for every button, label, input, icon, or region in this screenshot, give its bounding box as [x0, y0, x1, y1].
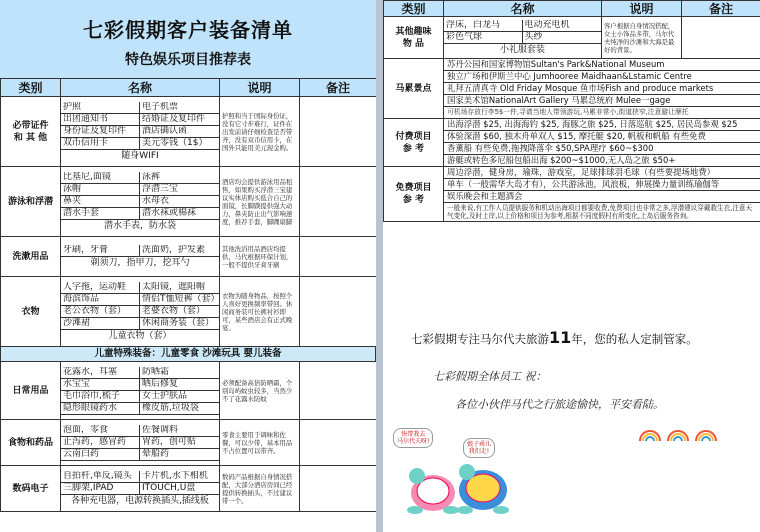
item-line: 单车（一般需华大岛才有），公共游泳池，风浪板，伸展操力量训练瑜伽等: [444, 179, 760, 191]
item-line: 苏丹公园和国家博物馆Sultan's Park&National Museum: [444, 59, 760, 71]
item-name-wide: 小礼服套装: [499, 44, 545, 55]
table-row: [1, 362, 377, 420]
item-name: 出团通知书: [61, 114, 140, 126]
col-note: 说明: [602, 1, 682, 17]
items-cell: [444, 119, 760, 167]
table-row: [384, 17, 760, 59]
col-note: 说明: [220, 79, 300, 97]
category-cell: 游泳和浮潜: [1, 167, 61, 237]
category-cell: 日常用品: [1, 362, 61, 420]
table-row: [384, 59, 760, 119]
col-category: 类别: [1, 79, 61, 97]
rainbow-icon: [668, 431, 688, 441]
item-name-wide: 剃须刀，指甲刀，挖耳勺: [90, 257, 190, 268]
col-remark: 备注: [682, 1, 760, 17]
item-name: 老公衣物（套）: [61, 306, 140, 318]
table-row: [1, 466, 377, 512]
item-line: 国家美术馆NationalArt Gallery 马累总统府 Mulee一gage: [444, 95, 760, 107]
speech-bubble-left: 快带我去 马尔代夫呀!: [393, 428, 433, 448]
item-name: 浮潜三宝: [140, 184, 219, 196]
note-cell: 必须配备高倍防晒霜，个别岛屿蚊虫较多，当然少不了花露水防蚊: [220, 362, 300, 420]
table-row: [1, 167, 377, 237]
item-name: 身份证及复印件: [61, 126, 140, 138]
col-name: 名称: [61, 79, 220, 97]
item-name: 晒后修复: [140, 379, 219, 391]
note-cell: 其他洗浴用品酒店均提供，马代根据环保计划，一般不提供牙膏牙刷: [220, 237, 300, 277]
items-cell: [61, 277, 220, 347]
speech-bubble-right: 娘子乖儿 我们走!: [463, 438, 495, 458]
item-name: 电动充电机: [523, 20, 602, 32]
item-name: 水宝宝: [61, 379, 140, 391]
tip-line: 可机场存放行李5$一件,寻请当地人带领游玩,马累非常小,街道狭窄,注意避让摩托: [447, 108, 689, 116]
remark-cell: [300, 277, 377, 347]
item-line: 周边浮潜，健身房，瑜珠，游戏室，足球排球羽毛球（有些要提场地费）: [444, 167, 760, 179]
remark-cell: [300, 167, 377, 237]
left-page: [0, 0, 376, 532]
category-cell: 马累景点: [384, 59, 444, 119]
page-title: 七彩假期客户装备清单: [83, 18, 293, 42]
left-table: [0, 78, 376, 347]
item-line: 独立广场和伊斯兰中心 Jumhooree Maidhaan&Lstamic Centre: [444, 71, 760, 83]
item-name-wide: 潜水手表，防水袋: [103, 220, 176, 231]
item-name: 人字拖，运动鞋: [61, 282, 140, 294]
items-cell: [444, 17, 602, 59]
item-name: 洗面奶，护发素: [140, 245, 219, 257]
col-name: 名称: [444, 1, 602, 17]
item-line: 出海浮潜 $25, 出海海钓 $25, 海豚之旅 $25, 日落巡航 $25, 居民岛参观 $25: [444, 119, 760, 131]
items-cell: [61, 466, 220, 512]
category-cell: 其他趣味 物 品: [384, 17, 444, 59]
page-divider: [376, 0, 383, 532]
item-name: 泡面，零食: [61, 425, 140, 437]
note-cell: 衣物为随身物品，按照个人喜好更换频率带回。休闲商务装可长裤衬衫即可，某些酒店会有正式晚宴。: [220, 277, 300, 347]
items-cell: [61, 362, 220, 420]
kids-banner: 儿童特殊装备：儿童零食 沙滩玩具 婴儿装备: [0, 347, 376, 362]
wish-text: 各位小伙伴马代之行旅途愉快，平安看陆。: [455, 398, 664, 411]
table-row: [384, 119, 760, 167]
item-name: 头纱: [523, 32, 602, 44]
item-name: 彩色气球: [444, 32, 523, 44]
note-cell: 数码产品根据自身情况搭配，大部分酒店房间已经提供转换插头，不过建议带一个。: [220, 466, 300, 512]
item-line: 游艇或转色多尼船包船出海 $200~$1000,无人岛之旅 $50+: [447, 155, 676, 165]
item-name-wide: 儿童衣物（套）: [108, 330, 172, 341]
item-name: 女士护肤品: [140, 391, 219, 403]
right-page: [383, 0, 760, 532]
item-name: 美元零钱（1$）: [140, 138, 219, 150]
item-name: 泳帽: [61, 184, 140, 196]
page-subtitle: 特色娱乐项目推荐表: [125, 52, 251, 68]
slogan-text: 七彩假期专注马尔代夫旅游: [411, 332, 549, 346]
category-cell: 食物和药品: [1, 420, 61, 466]
col-category: 类别: [384, 1, 444, 17]
table-row: [1, 237, 377, 277]
item-name: 佐餐调料: [140, 425, 219, 437]
remark-cell: [300, 466, 377, 512]
rainbow-icon: [696, 431, 716, 441]
item-name: 休闲商务装（套）: [140, 318, 219, 330]
item-name: 橡皮筋,垃圾袋: [140, 403, 219, 415]
table-row: [1, 97, 377, 167]
category-cell: 必带证件 和 其 他: [1, 97, 61, 167]
right-table-wide: [383, 58, 760, 222]
items-cell: [444, 167, 760, 222]
item-name: 牙刷，牙膏: [61, 245, 140, 257]
item-name: 晕船药: [140, 449, 219, 461]
item-name: 结婚证及复印件: [140, 114, 219, 126]
slogan-text-end: 年，您的私人定制管家。: [571, 332, 698, 346]
right-table: [383, 0, 760, 59]
item-name-wide: 随身WIFI: [121, 150, 159, 161]
category-cell: 洗漱用品: [1, 237, 61, 277]
items-cell: [61, 97, 220, 167]
item-name: 护照: [61, 102, 140, 114]
category-cell: 衣物: [1, 277, 61, 347]
rainbow-icons: [638, 421, 718, 443]
note-text: 一般来说,有工作人员提供服务和机动出海项目都要收费,免费项目也非常之多,浮潜建议穿戴救生衣,注意天气变化,及时上岸,以上价格和项目为参考,根据不同度假村有所变化,上岛后服务咨询。: [447, 204, 753, 220]
remark-cell: [300, 420, 377, 466]
item-line: 体验深潜 $60, 独木舟单双人 $15, 摩托艇 $20, 帆板和帆船 有些免费: [444, 131, 760, 143]
table-row: [1, 277, 377, 347]
items-cell: [61, 420, 220, 466]
table-row: [384, 167, 760, 222]
item-name: 双币信用卡: [61, 138, 140, 150]
category-cell: 免费项目 参 考: [384, 167, 444, 222]
item-name: 电子机票: [140, 102, 219, 114]
item-line: 香薰船 有些免费,拖拽降落伞 $50,SPA理疗 $60~$300: [444, 143, 760, 155]
col-remark: 备注: [300, 79, 377, 97]
item-name-wide: 各种充电器，电源转换插头,插线板: [71, 495, 209, 506]
category-cell: 付费项目 参 考: [384, 119, 444, 167]
closing-panel: [383, 288, 760, 532]
items-cell: [61, 237, 220, 277]
item-line: 娱乐晚会和主题酒会: [444, 191, 760, 203]
header: [0, 0, 376, 78]
note-cell: 客户根据自身情况搭配，女士小饰品多带，马尔代夫纯净的沙滩和大海是最好的背景。: [602, 17, 682, 59]
item-name: 水母衣: [140, 196, 219, 208]
turtle-illustration: [393, 428, 523, 528]
slogan-years: 11: [549, 328, 572, 347]
item-name: 浮床，白龙马: [444, 20, 523, 32]
remark-cell: [300, 237, 377, 277]
item-name: 胃药，创可贴: [140, 437, 219, 449]
items-cell: [61, 167, 220, 237]
item-name: 防晒霜: [140, 367, 219, 379]
item-name: 情侣T恤短裤（套）: [142, 293, 219, 304]
remark-cell: [300, 97, 377, 167]
item-name: 花露水，耳塞: [61, 367, 140, 379]
item-name: 泳裤: [140, 172, 219, 184]
item-name: 太阳镜，遮阳帽: [140, 282, 219, 294]
item-name: 比基尼,面镜: [61, 172, 140, 184]
item-name: 卡片机,水下相机: [140, 471, 219, 483]
item-name: 自拍杆,单反,镜头: [61, 471, 140, 483]
item-line: 礼拜五清真寺 Old Friday Mosque 鱼市场Fish and produce markets: [444, 83, 760, 95]
item-name: 三脚架,IPAD: [61, 483, 140, 495]
item-name: 潜水手套: [61, 208, 140, 220]
note-cell: 护照和当于国际身份证，没有它寸步难行，证件在出发前请仔细检查是否带齐，没有双币信用卡，在国外只能用美元现金购。: [220, 97, 300, 167]
item-name: 潜水袜或棉袜: [140, 208, 219, 220]
item-name: ITOUCH,U盘: [140, 483, 219, 495]
item-name: 隐形眼镜药水: [61, 403, 140, 415]
greeting: 七彩假期全体员工 祝：: [433, 370, 547, 383]
note-cell: 零食主要用于调味和佐餐，可以少带，基本用品不占位置可以带齐。: [220, 420, 300, 466]
item-name: 沙滩裙: [61, 318, 140, 330]
item-name: 老婆衣物（套）: [140, 306, 219, 318]
items-cell: [444, 59, 760, 119]
item-name: 止泻药，感冒药: [61, 437, 140, 449]
category-cell: 数码电子: [1, 466, 61, 512]
remark-cell: [300, 362, 377, 420]
item-name: 鼻夹: [61, 196, 140, 208]
turtle-icon: [393, 428, 523, 528]
item-name: 酒店确认函: [140, 126, 219, 138]
table-row: [1, 420, 377, 466]
rainbow-icon: [640, 431, 660, 441]
left-table-2: [0, 361, 376, 512]
remark-cell: [682, 17, 760, 59]
item-name: 云南白药: [61, 449, 140, 461]
item-name: 毛巾浴巾,梳子: [61, 391, 140, 403]
slogan: [411, 328, 751, 347]
note-cell: 酒店均会提供游泳用品租售，如果购买浮潜三宝建议实体店购买低合自己的面镜，长脚蹼提供强大动力，鼻夹防止出气影响速度，推荐手套，脚踝扇脚: [220, 167, 300, 237]
item-name: 海滨饰品: [61, 294, 140, 306]
